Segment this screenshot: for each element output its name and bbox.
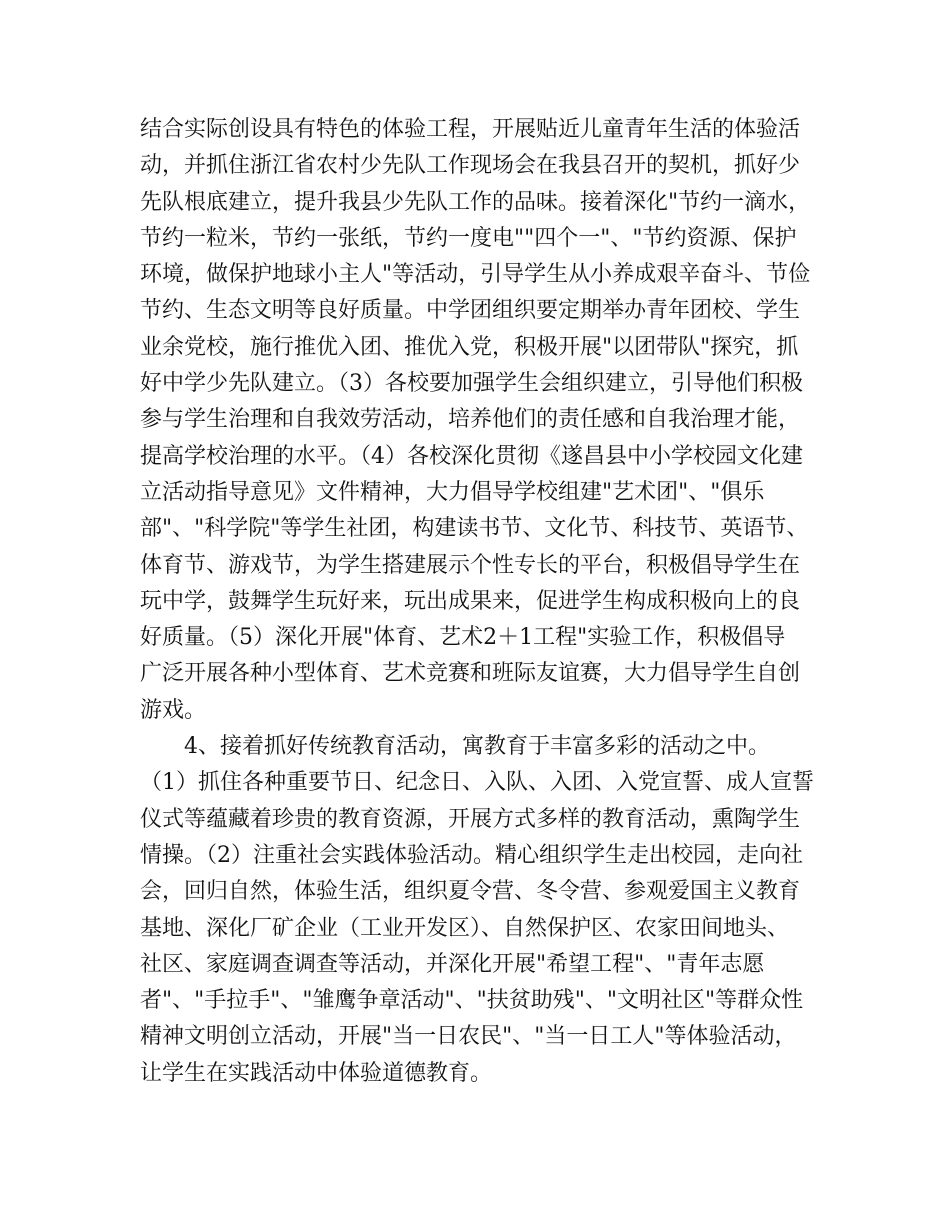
text-line: 部"、"科学院"等学生社团，构建读书节、文化节、科技节、英语节、 [140, 516, 809, 542]
text-line: 动，并抓住浙江省农村少先队工作现场会在我县召开的契机，抓好少 [140, 153, 801, 179]
text-line: 体育节、游戏节，为学生搭建展示个性专长的平台，积极倡导学生在 [140, 552, 801, 578]
text-line: （1）抓住各种重要节日、纪念日、入队、入团、入党宣誓、成人宣誓 [140, 770, 814, 796]
text-line: 好中学少先队建立。（3）各校要加强学生会组织建立，引导他们积极 [140, 371, 803, 397]
text-line: 让学生在实践活动中体验道德教育。 [140, 1060, 493, 1086]
text-line: 提高学校治理的水平。（4）各校深化贯彻《遂昌县中小学校园文化建 [140, 443, 803, 469]
text-line: 玩中学，鼓舞学生玩好来，玩出成果来，促进学生构成积极向上的良 [140, 588, 801, 614]
text-line: 节约、生态文明等良好质量。中学团组织要定期举办青年团校、学生 [140, 298, 801, 324]
text-line: 游戏。 [140, 697, 207, 723]
body-text [140, 112, 820, 1092]
text-line: 会，回归自然，体验生活，组织夏令营、冬令营、参观爱国主义教育 [140, 879, 801, 905]
text-line: 环境，做保护地球小主人"等活动，引导学生从小养成艰辛奋斗、节俭 [140, 262, 811, 288]
text-line: 精神文明创立活动，开展"当一日农民"、"当一日工人"等体验活动， [140, 1024, 797, 1050]
text-line: 参与学生治理和自我效劳活动，培养他们的责任感和自我治理才能， [140, 407, 801, 433]
text-line: 广泛开展各种小型体育、艺术竞赛和班际友谊赛，大力倡导学生自创 [140, 661, 801, 687]
paragraph-heading-line: 4、接着抓好传统教育活动，寓教育于丰富多彩的活动之中。 [140, 734, 770, 760]
text-line: 好质量。（5）深化开展"体育、艺术2＋1工程"实验工作，积极倡导 [140, 625, 786, 651]
text-line: 者"、"手拉手"、"雏鹰争章活动"、"扶贫助残"、"文明社区"等群众性 [140, 988, 804, 1014]
text-line: 节约一粒米，节约一张纸，节约一度电""四个一"、"节约资源、保护 [140, 225, 797, 251]
text-line: 情操。（2）注重社会实践体验活动。精心组织学生走出校园，走向社 [140, 842, 803, 868]
text-line: 先队根底建立，提升我县少先队工作的品味。接着深化"节约一滴水， [140, 189, 811, 215]
text-line: 基地、深化厂矿企业（工业开发区）、自然保护区、农家田间地头、 [140, 915, 790, 941]
text-line: 业余党校，施行推优入团、推优入党，积极开展"以团带队"探究，抓 [140, 334, 799, 360]
text-line: 社区、家庭调查调查等活动，并深化开展"希望工程"、"青年志愿 [140, 951, 765, 977]
text-line: 立活动指导意见》文件精神，大力倡导学校组建"艺术团"、"俱乐 [140, 479, 765, 505]
text-line: 仪式等蕴藏着珍贵的教育资源，开展方式多样的教育活动，熏陶学生 [140, 806, 801, 832]
text-line: 结合实际创设具有特色的体验工程，开展贴近儿童青年生活的体验活 [140, 117, 801, 142]
